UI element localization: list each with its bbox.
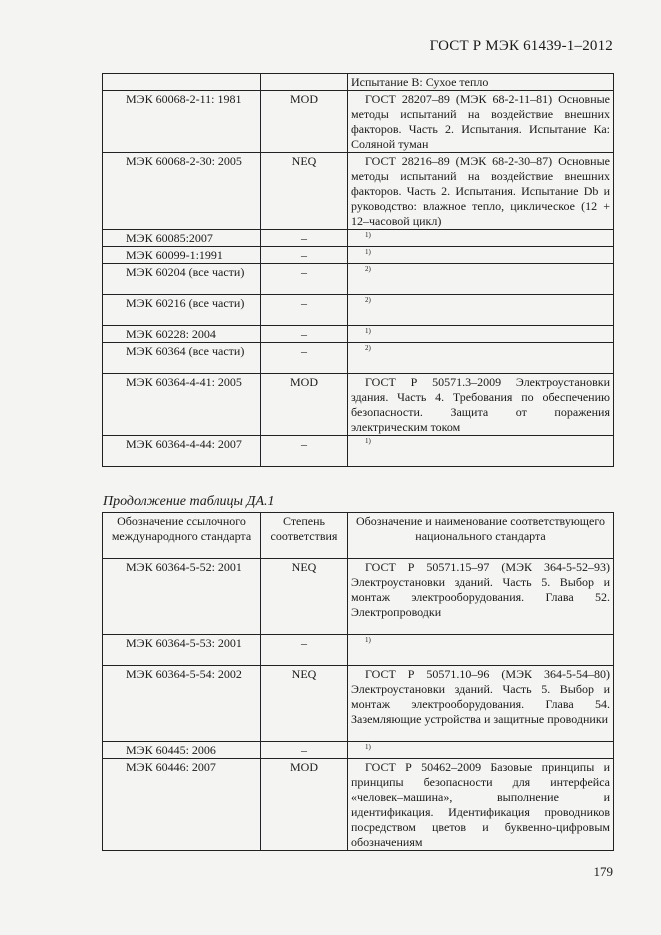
table-continuation-top xyxy=(102,73,614,467)
table-row xyxy=(103,759,614,851)
desc-cell xyxy=(348,230,614,247)
desc-cell xyxy=(348,742,614,759)
std-cell: МЭК 60364-4-41: 2005 xyxy=(103,374,261,436)
desc-cell: ГОСТ 28207–89 (МЭК 68-2-11–81) Основные методы испытаний на воздействие внешних факторов. Часть 2. Испытания. Испытание Ка: Соляной туман xyxy=(348,91,614,153)
table-row xyxy=(103,230,614,247)
degree-cell: NEQ xyxy=(261,559,348,635)
table-row xyxy=(103,666,614,742)
desc-cell: ГОСТ 28216–89 (МЭК 68-2-30–87) Основные методы испытаний на воздействие внешних факторов. Часть 2. Испытания. Испытание Db и руководство: влажное тепло, циклическое (12 + 12–часовой цикл) xyxy=(348,153,614,230)
desc-cell xyxy=(348,436,614,467)
header-degree: Степень соответствия xyxy=(261,513,348,559)
degree-cell: MOD xyxy=(261,759,348,851)
footnote-marker: 1) xyxy=(365,437,371,445)
table-row xyxy=(103,326,614,343)
table-row xyxy=(103,374,614,436)
footnote-marker: 2) xyxy=(365,344,371,352)
degree-cell: – xyxy=(261,635,348,666)
desc-cell xyxy=(348,635,614,666)
std-cell: МЭК 60204 (все части) xyxy=(103,264,261,295)
footnote-marker: 2) xyxy=(365,296,371,304)
desc-cell: ГОСТ Р 50571.15–97 (МЭК 364-5-52–93) Электроустановки зданий. Часть 5. Выбор и монтаж электрооборудования. Глава 52. Электропроводки xyxy=(348,559,614,635)
table-row xyxy=(103,742,614,759)
degree-cell: NEQ xyxy=(261,153,348,230)
footnote-marker: 1) xyxy=(365,743,371,751)
footnote-marker: 1) xyxy=(365,248,371,256)
footnote-marker: 1) xyxy=(365,327,371,335)
degree-cell: MOD xyxy=(261,374,348,436)
degree-cell: – xyxy=(261,264,348,295)
desc-cell: ГОСТ Р 50571.3–2009 Электроустановки здания. Часть 4. Требования по обеспечению безопасности. Защита от поражения электрическим током xyxy=(348,374,614,436)
table-row xyxy=(103,247,614,264)
table-row xyxy=(103,91,614,153)
desc-cell xyxy=(348,264,614,295)
std-cell: МЭК 60085:2007 xyxy=(103,230,261,247)
std-cell: МЭК 60068-2-11: 1981 xyxy=(103,91,261,153)
page-number: 179 xyxy=(593,864,613,879)
desc-cell: ГОСТ Р 50462–2009 Базовые принципы и принципы безопасности для интерфейса «человек–машина», выполнение и идентификация. Идентификация проводников посредством цветов и буквенно-цифровым обозначениям xyxy=(348,759,614,851)
header-std: Обозначение ссылочного международного стандарта xyxy=(103,513,261,559)
std-cell: МЭК 60364-5-53: 2001 xyxy=(103,635,261,666)
desc-cell xyxy=(348,343,614,374)
table-row xyxy=(103,295,614,326)
desc-cell: ГОСТ Р 50571.10–96 (МЭК 364-5-54–80) Электроустановки зданий. Часть 5. Выбор и монтаж электрооборудования. Глава 54. Заземляющие устройства и защитные проводники xyxy=(348,666,614,742)
degree-cell: – xyxy=(261,230,348,247)
degree-cell: – xyxy=(261,436,348,467)
desc-cell xyxy=(348,326,614,343)
std-cell: МЭК 60228: 2004 xyxy=(103,326,261,343)
footnote-marker: 1) xyxy=(365,231,371,239)
document-header: ГОСТ Р МЭК 61439-1–2012 xyxy=(429,38,613,54)
table-row xyxy=(103,436,614,467)
degree-cell: – xyxy=(261,742,348,759)
std-cell: МЭК 60364-4-44: 2007 xyxy=(103,436,261,467)
table-caption: Продолжение таблицы ДА.1 xyxy=(103,494,275,509)
std-cell xyxy=(103,74,261,91)
degree-cell xyxy=(261,74,348,91)
degree-cell: – xyxy=(261,326,348,343)
degree-cell: MOD xyxy=(261,91,348,153)
header-desc: Обозначение и наименование соответствующего национального стандарта xyxy=(348,513,614,559)
table-row xyxy=(103,74,614,91)
std-cell: МЭК 60364 (все части) xyxy=(103,343,261,374)
table-da1-continued xyxy=(102,512,614,851)
table-row xyxy=(103,559,614,635)
std-cell: МЭК 60216 (все части) xyxy=(103,295,261,326)
std-cell: МЭК 60446: 2007 xyxy=(103,759,261,851)
table-row xyxy=(103,153,614,230)
table-row xyxy=(103,343,614,374)
desc-cell xyxy=(348,295,614,326)
table-row xyxy=(103,264,614,295)
std-cell: МЭК 60068-2-30: 2005 xyxy=(103,153,261,230)
degree-cell: – xyxy=(261,343,348,374)
table-row xyxy=(103,635,614,666)
degree-cell: – xyxy=(261,247,348,264)
footnote-marker: 1) xyxy=(365,636,371,644)
std-cell: МЭК 60364-5-52: 2001 xyxy=(103,559,261,635)
std-cell: МЭК 60099-1:1991 xyxy=(103,247,261,264)
std-cell: МЭК 60445: 2006 xyxy=(103,742,261,759)
footnote-marker: 2) xyxy=(365,265,371,273)
desc-cell xyxy=(348,247,614,264)
table-header-row xyxy=(103,513,614,559)
desc-cell: Испытание В: Сухое тепло xyxy=(348,74,614,91)
std-cell: МЭК 60364-5-54: 2002 xyxy=(103,666,261,742)
degree-cell: NEQ xyxy=(261,666,348,742)
degree-cell: – xyxy=(261,295,348,326)
